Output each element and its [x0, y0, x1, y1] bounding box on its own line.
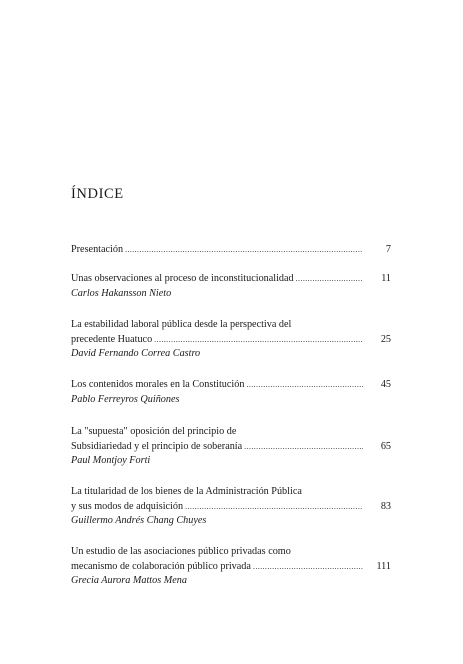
- entry-author: Grecia Aurora Mattos Mena: [71, 575, 187, 586]
- entry-title-line: [71, 425, 391, 440]
- index-entry-asociaciones-publico-privadas: [71, 545, 391, 589]
- entry-title: La estabilidad laboral pública desde la perspectiva del: [71, 319, 292, 330]
- index-entry-inconstitucionalidad: [71, 272, 391, 301]
- entry-title-line: [71, 485, 391, 500]
- index-entry-estabilidad-laboral: [71, 318, 391, 362]
- index-entry-contenidos-morales: [71, 378, 391, 407]
- entry-title: Los contenidos morales en la Constitución: [71, 379, 245, 390]
- entry-title: Unas observaciones al proceso de inconstitucionalidad: [71, 273, 294, 284]
- entry-title-line: [71, 333, 391, 348]
- entry-page-number: 25: [380, 333, 391, 345]
- entry-title: Presentación: [71, 244, 124, 255]
- dot-leader: [244, 440, 363, 455]
- dot-leader: [125, 243, 363, 258]
- entry-title: La "supuesta" oposición del principio de: [71, 426, 237, 437]
- entry-page-number: 11: [381, 273, 391, 284]
- entry-author: Carlos Hakansson Nieto: [71, 287, 172, 299]
- entry-page-number: 45: [380, 379, 391, 390]
- entry-author: Paul Montjoy Forti: [71, 455, 151, 466]
- dot-leader: [185, 500, 363, 515]
- entry-page-number: 65: [380, 440, 391, 452]
- dot-leader: [296, 272, 363, 287]
- entry-author: David Fernando Correa Castro: [71, 348, 201, 359]
- entry-page-number: 111: [376, 560, 391, 572]
- entry-title-continued: mecanismo de colaboración público privada: [71, 560, 251, 572]
- entry-title-line: [71, 560, 391, 575]
- dot-leader: [253, 560, 363, 575]
- index-entry-subsidiariedad: [71, 425, 391, 469]
- entry-title-line: [71, 318, 391, 333]
- entry-page-number: 83: [380, 500, 391, 512]
- entry-title: Un estudio de las asociaciones público privadas como: [71, 546, 291, 557]
- entry-title-line: [71, 243, 391, 258]
- entry-title-line: [71, 545, 391, 560]
- entry-title-line: [71, 272, 391, 287]
- entry-title-line: [71, 378, 391, 393]
- index-entry-presentacion: [71, 243, 391, 258]
- entry-author: Guillermo Andrés Chang Chuyes: [71, 515, 207, 526]
- entry-author: Pablo Ferreyros Quiñones: [71, 393, 180, 405]
- dot-leader: [246, 378, 363, 393]
- entry-title-line: [71, 440, 391, 455]
- entry-title: La titularidad de los bienes de la Administración Pública: [71, 486, 302, 497]
- entry-title-continued: Subsidiariedad y el principio de soberanía: [71, 440, 243, 452]
- dot-leader: [154, 333, 363, 348]
- index-entry-titularidad-bienes: [71, 485, 391, 529]
- entry-title-continued: precedente Huatuco: [71, 333, 153, 345]
- entry-title-line: [71, 500, 391, 515]
- entry-title-continued: y sus modos de adquisición: [71, 500, 184, 512]
- page-title: ÍNDICE: [71, 186, 124, 202]
- entry-page-number: 7: [385, 244, 391, 255]
